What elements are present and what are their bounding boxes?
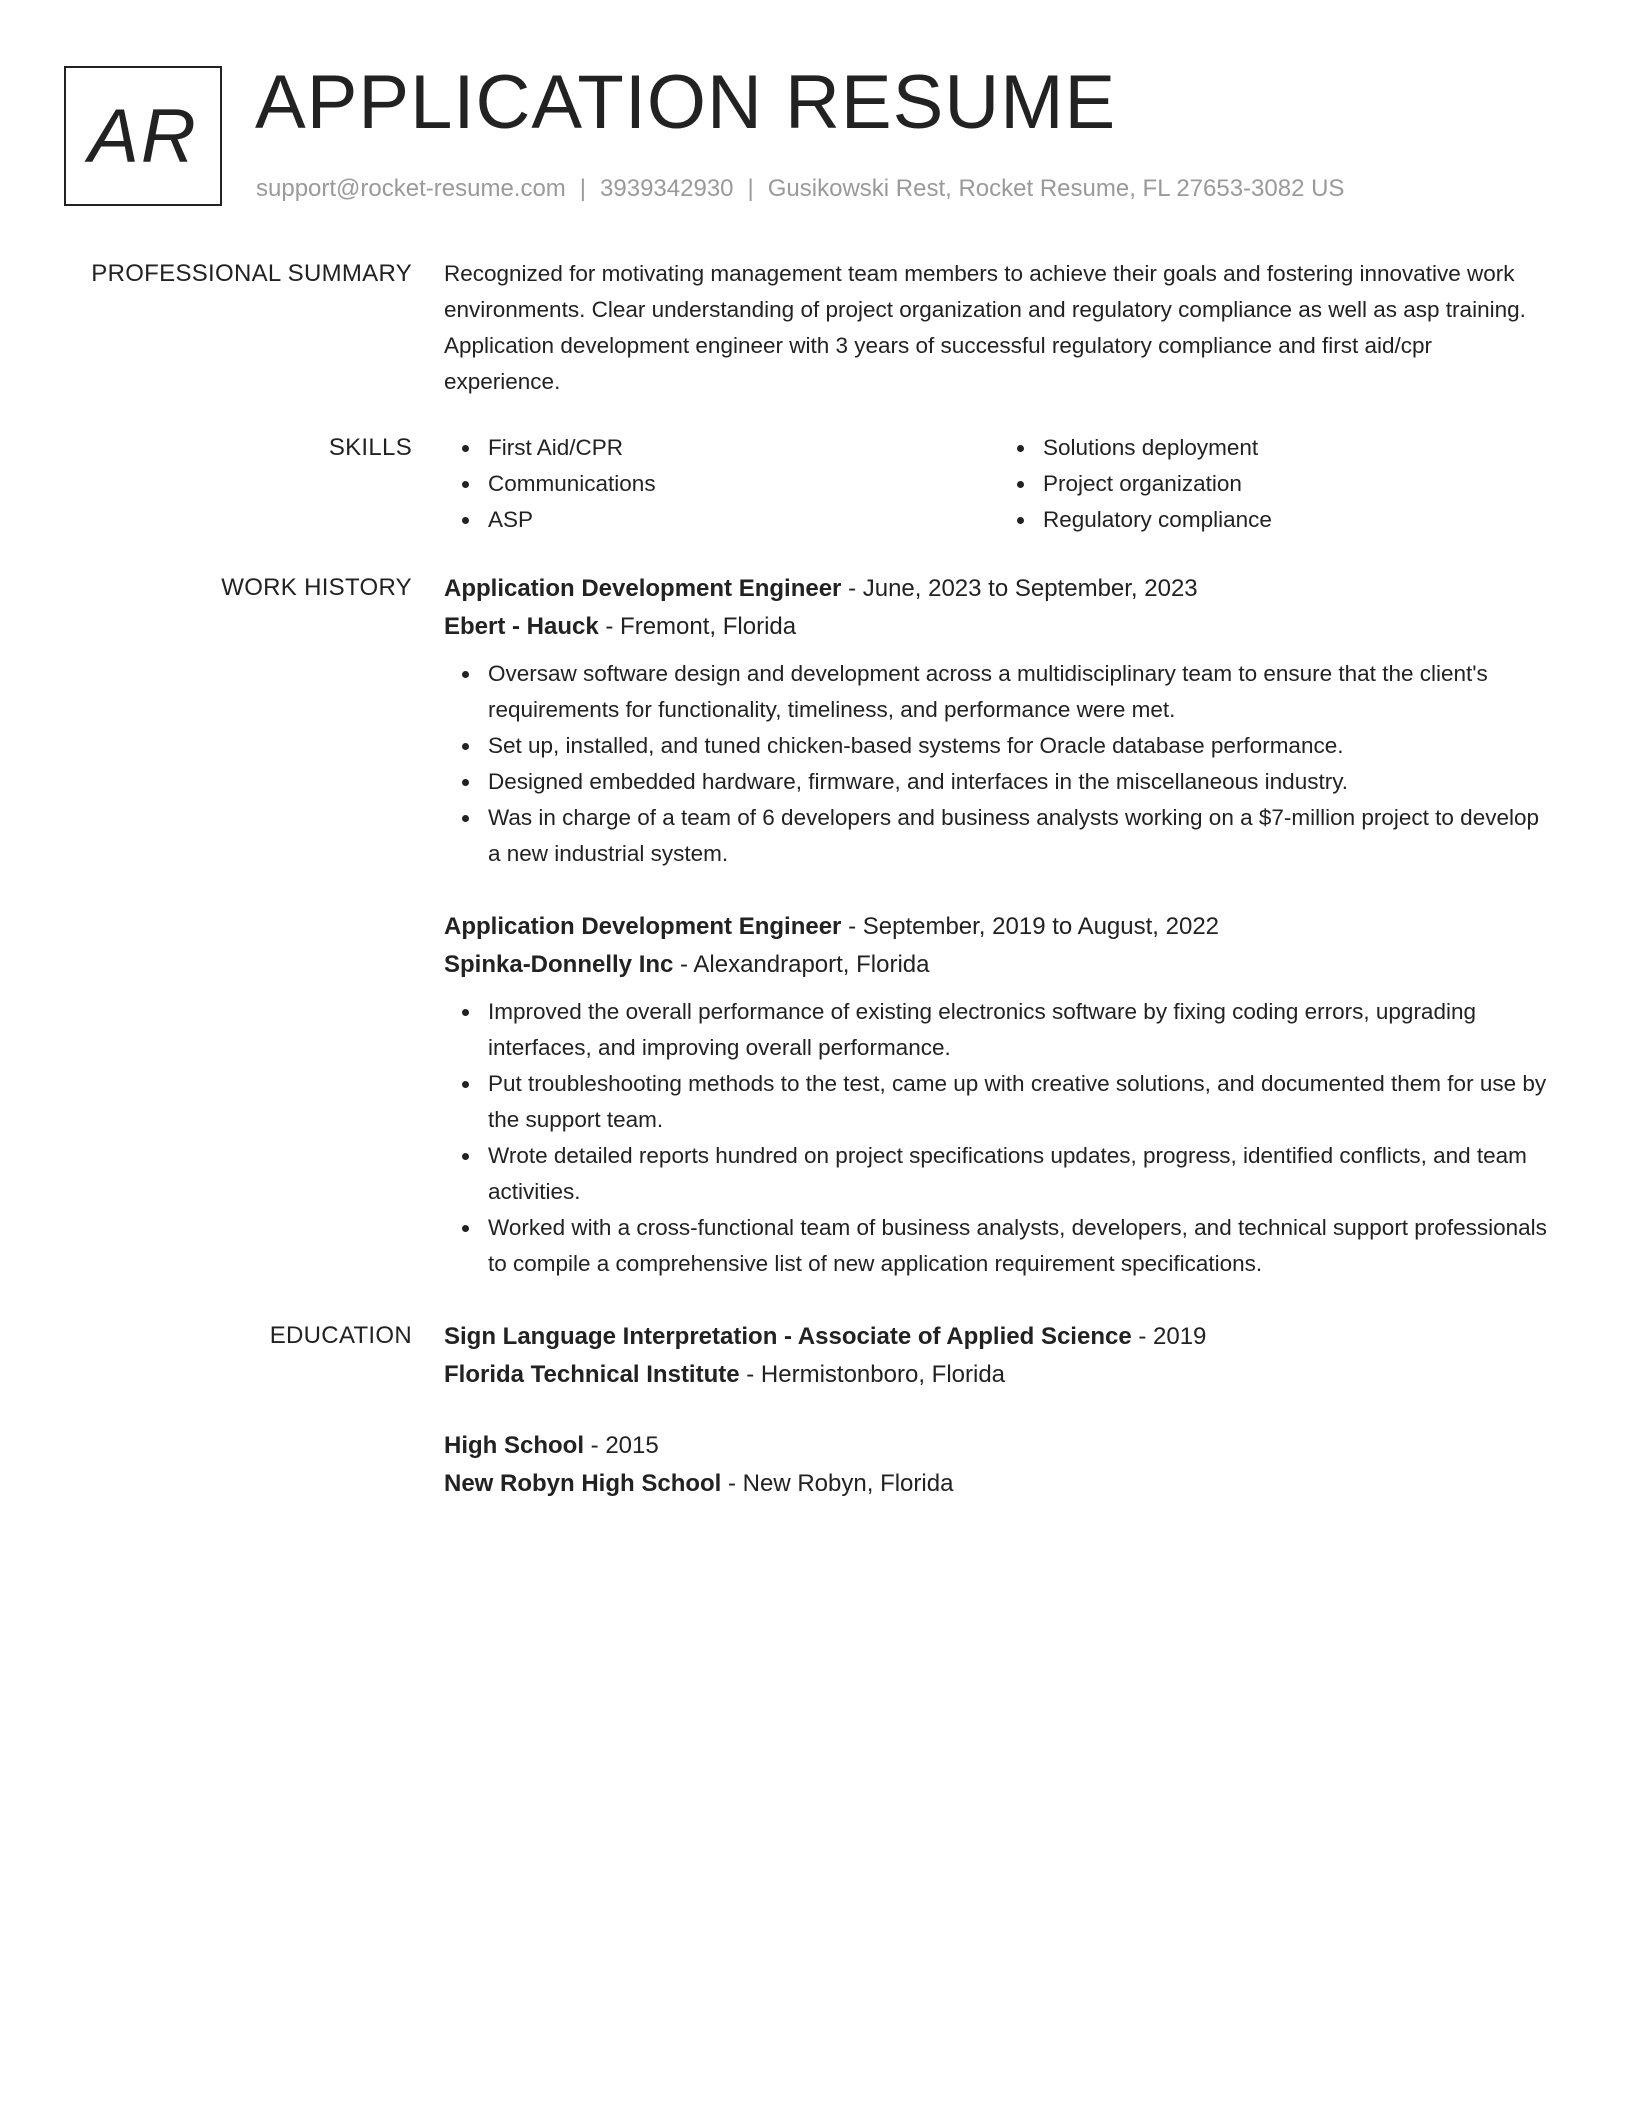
job-bullets bbox=[444, 994, 1554, 1282]
job-location: - Fremont, Florida bbox=[598, 613, 797, 640]
education-label: EDUCATION bbox=[269, 1322, 412, 1349]
skills-list-right bbox=[999, 430, 1554, 538]
job-company-line bbox=[444, 946, 1554, 984]
job-entry bbox=[444, 570, 1554, 872]
job-title: Application Development Engineer bbox=[444, 575, 842, 602]
job-bullet: Wrote detailed reports hundred on project specifications updates, progress, identified conflicts, and team activities. bbox=[488, 1138, 1554, 1210]
contact-separator: | bbox=[747, 175, 754, 202]
summary-text: Recognized for motivating management team members to achieve their goals and fostering innovative work environments. Clear understanding of project organization and regulatory compliance as well as asp training. Application development engineer with 3 years of successful regulatory compliance and first aid/cpr experience. bbox=[444, 261, 1526, 394]
job-bullet: Designed embedded hardware, firmware, and interfaces in the miscellaneous industry. bbox=[488, 764, 1554, 800]
job-bullet: Put troubleshooting methods to the test, came up with creative solutions, and documented them for use by the support team. bbox=[488, 1066, 1554, 1138]
education-degree-line bbox=[444, 1427, 1554, 1465]
skills-body bbox=[444, 430, 1554, 538]
education-entry bbox=[444, 1427, 1554, 1503]
education-degree: Sign Language Interpretation - Associate of Applied Science bbox=[444, 1323, 1132, 1350]
job-dates: - September, 2019 to August, 2022 bbox=[841, 913, 1220, 940]
education-year: - 2015 bbox=[584, 1432, 659, 1459]
education-location: - New Robyn, Florida bbox=[721, 1470, 954, 1497]
skill-item: Regulatory compliance bbox=[1043, 502, 1554, 538]
contact-address: Gusikowski Rest, Rocket Resume, FL 27653-3082 US bbox=[767, 175, 1345, 202]
skill-item: Solutions deployment bbox=[1043, 430, 1554, 466]
work-body bbox=[444, 570, 1554, 1282]
monogram-initials: AR bbox=[88, 93, 198, 179]
education-degree: High School bbox=[444, 1432, 584, 1459]
job-title-line bbox=[444, 908, 1554, 946]
job-entry bbox=[444, 908, 1554, 1282]
resume-title: APPLICATION RESUME bbox=[255, 60, 1117, 145]
job-company-line bbox=[444, 608, 1554, 646]
education-year: - 2019 bbox=[1131, 1323, 1207, 1350]
education-degree-line bbox=[444, 1318, 1554, 1356]
skill-item: Communications bbox=[488, 466, 999, 502]
job-title: Application Development Engineer bbox=[444, 913, 842, 940]
contact-separator: | bbox=[579, 175, 587, 202]
job-bullet: Set up, installed, and tuned chicken-based systems for Oracle database performance. bbox=[488, 728, 1554, 764]
job-dates: - June, 2023 to September, 2023 bbox=[841, 575, 1198, 602]
job-bullet: Was in charge of a team of 6 developers and business analysts working on a $7-million project to develop a new industrial system. bbox=[488, 800, 1554, 872]
job-bullets bbox=[444, 656, 1554, 872]
contact-email: support@rocket-resume.com bbox=[256, 175, 566, 202]
job-company: Spinka-Donnelly Inc bbox=[444, 951, 674, 978]
skills-list-left bbox=[444, 430, 999, 538]
skill-item: First Aid/CPR bbox=[488, 430, 999, 466]
education-body bbox=[444, 1318, 1554, 1503]
job-bullet: Worked with a cross-functional team of business analysts, developers, and technical support professionals to compile a comprehensive list of new application requirement specifications. bbox=[488, 1210, 1554, 1282]
skills-label: SKILLS bbox=[328, 434, 412, 461]
work-label: WORK HISTORY bbox=[221, 574, 412, 601]
job-bullet: Improved the overall performance of existing electronics software by fixing coding errors, upgrading interfaces, and improving overall performance. bbox=[488, 994, 1554, 1066]
education-entry bbox=[444, 1318, 1554, 1394]
job-company: Ebert - Hauck bbox=[444, 613, 599, 640]
education-school-line bbox=[444, 1356, 1554, 1394]
job-location: - Alexandraport, Florida bbox=[673, 951, 930, 978]
education-school: New Robyn High School bbox=[444, 1470, 722, 1497]
skill-item: ASP bbox=[488, 502, 999, 538]
summary-body bbox=[444, 256, 1554, 400]
job-bullet: Oversaw software design and development across a multidisciplinary team to ensure that the client's requirements for functionality, timeliness, and performance were met. bbox=[488, 656, 1554, 728]
contact-phone: 3939342930 bbox=[600, 175, 734, 202]
monogram-box bbox=[64, 66, 222, 206]
contact-line bbox=[256, 173, 1344, 205]
summary-label: PROFESSIONAL SUMMARY bbox=[91, 260, 412, 287]
job-title-line bbox=[444, 570, 1554, 608]
education-school-line bbox=[444, 1465, 1554, 1503]
skill-item: Project organization bbox=[1043, 466, 1554, 502]
education-school: Florida Technical Institute bbox=[444, 1361, 740, 1388]
education-location: - Hermistonboro, Florida bbox=[739, 1361, 1006, 1388]
